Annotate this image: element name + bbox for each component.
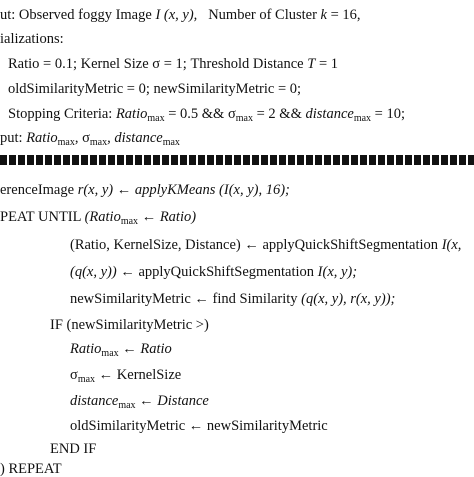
input-image-fn: I (155, 7, 161, 23)
sim-text: newSimilarityMetric ← find Similarity (70, 291, 298, 307)
output-line (0, 131, 180, 146)
assign-dist-sub: max (118, 400, 136, 411)
ref-lead: erenceImage (0, 182, 75, 198)
assign-distance-line (70, 394, 209, 409)
ref-call: r(x, y) ← applyKMeans ( (77, 182, 224, 198)
stopping-label: Stopping Criteria: (8, 106, 113, 122)
input-line (0, 8, 361, 23)
assign-sigma-var: σ (70, 367, 78, 383)
seg1-text: (Ratio, KernelSize, Distance) ← applyQuickShiftSegmentation (70, 237, 439, 253)
output-lead: put: (0, 130, 23, 146)
assign-ratio-rest: ← Ratio (122, 341, 172, 357)
output-dist-var: , distance (107, 130, 163, 146)
stopping-dist-var: distance (305, 106, 354, 122)
stopping-sigma-val: = 2 && (256, 106, 302, 122)
seg2-rhs: ← applyQuickShiftSegmentation (120, 264, 315, 280)
output-dist-sub: max (162, 137, 180, 148)
segment-line-1 (70, 238, 461, 253)
similarity-line (70, 292, 395, 307)
stopping-line (8, 107, 405, 122)
output-sigma-sub: max (89, 137, 108, 148)
input-lead: ut: Observed foggy Image (0, 7, 152, 23)
metrics-line: oldSimilarityMetric = 0; newSimilarityMetric = 0; (8, 81, 302, 97)
input-k-var: k (320, 7, 327, 23)
param-threshold: Threshold Distance (190, 56, 304, 72)
repeat-cond-var: (Ratio (84, 209, 121, 225)
endif-line: END IF (50, 441, 97, 457)
assign-ratio-var: Ratio (70, 341, 102, 357)
repeat-line (0, 210, 196, 225)
output-sigma-var: , σ (74, 130, 90, 146)
assign-dist-var: distance (70, 393, 119, 409)
stopping-sigma-var: σ (227, 106, 236, 122)
repeat-cond-sub: max (120, 216, 139, 227)
separator-rule (0, 155, 474, 165)
stopping-dist-val: = 10; (374, 106, 406, 122)
input-cluster-text: Number of Cluster (208, 7, 317, 23)
assign-sigma-line (70, 368, 181, 383)
param-t-val: = 1 (318, 56, 338, 72)
assign-old-metric-line: oldSimilarityMetric ← newSimilarityMetric (70, 418, 328, 434)
assign-sigma-sub: max (77, 374, 96, 385)
seg2-lhs: (q(x, y)) (70, 264, 117, 280)
param-kernel: Kernel Size (80, 56, 149, 72)
output-ratio-var: Ratio (26, 130, 58, 146)
segment-line-2 (70, 265, 357, 280)
reference-line (0, 183, 290, 198)
seg1-arg: I(x, (441, 237, 462, 253)
params-line (8, 57, 338, 72)
param-sigma: σ = 1; (152, 56, 187, 72)
init-heading: ializations: (0, 31, 64, 47)
seg2-arg: I(x, y); (317, 264, 358, 280)
param-ratio: Ratio = 0.1; (8, 56, 77, 72)
stopping-ratio-var: Ratio (115, 106, 148, 122)
input-k-val: = 16, (330, 7, 361, 23)
assign-sigma-rest: ← KernelSize (98, 367, 182, 383)
stopping-sigma-sub: max (235, 113, 253, 124)
stopping-ratio-val: = 0.5 && (168, 106, 225, 122)
stopping-dist-sub: max (353, 113, 372, 124)
assign-ratio-line (70, 342, 172, 357)
assign-dist-rest: ← Distance (139, 393, 209, 409)
sim-arg: (q(x, y), r(x, y)); (301, 291, 396, 307)
ref-arg: I(x, y), 16); (223, 182, 290, 198)
repeat-lead: PEAT UNTIL (0, 209, 81, 225)
stopping-ratio-sub: max (147, 113, 165, 124)
param-t-var: T (307, 56, 316, 72)
output-ratio-sub: max (57, 137, 75, 148)
assign-ratio-sub: max (101, 348, 119, 359)
input-image-args: (x, y), (163, 7, 198, 23)
endrepeat-line: ) REPEAT (0, 461, 62, 477)
repeat-cond-rest: ← Ratio) (141, 209, 197, 225)
if-line: IF (newSimilarityMetric >) (50, 317, 209, 333)
